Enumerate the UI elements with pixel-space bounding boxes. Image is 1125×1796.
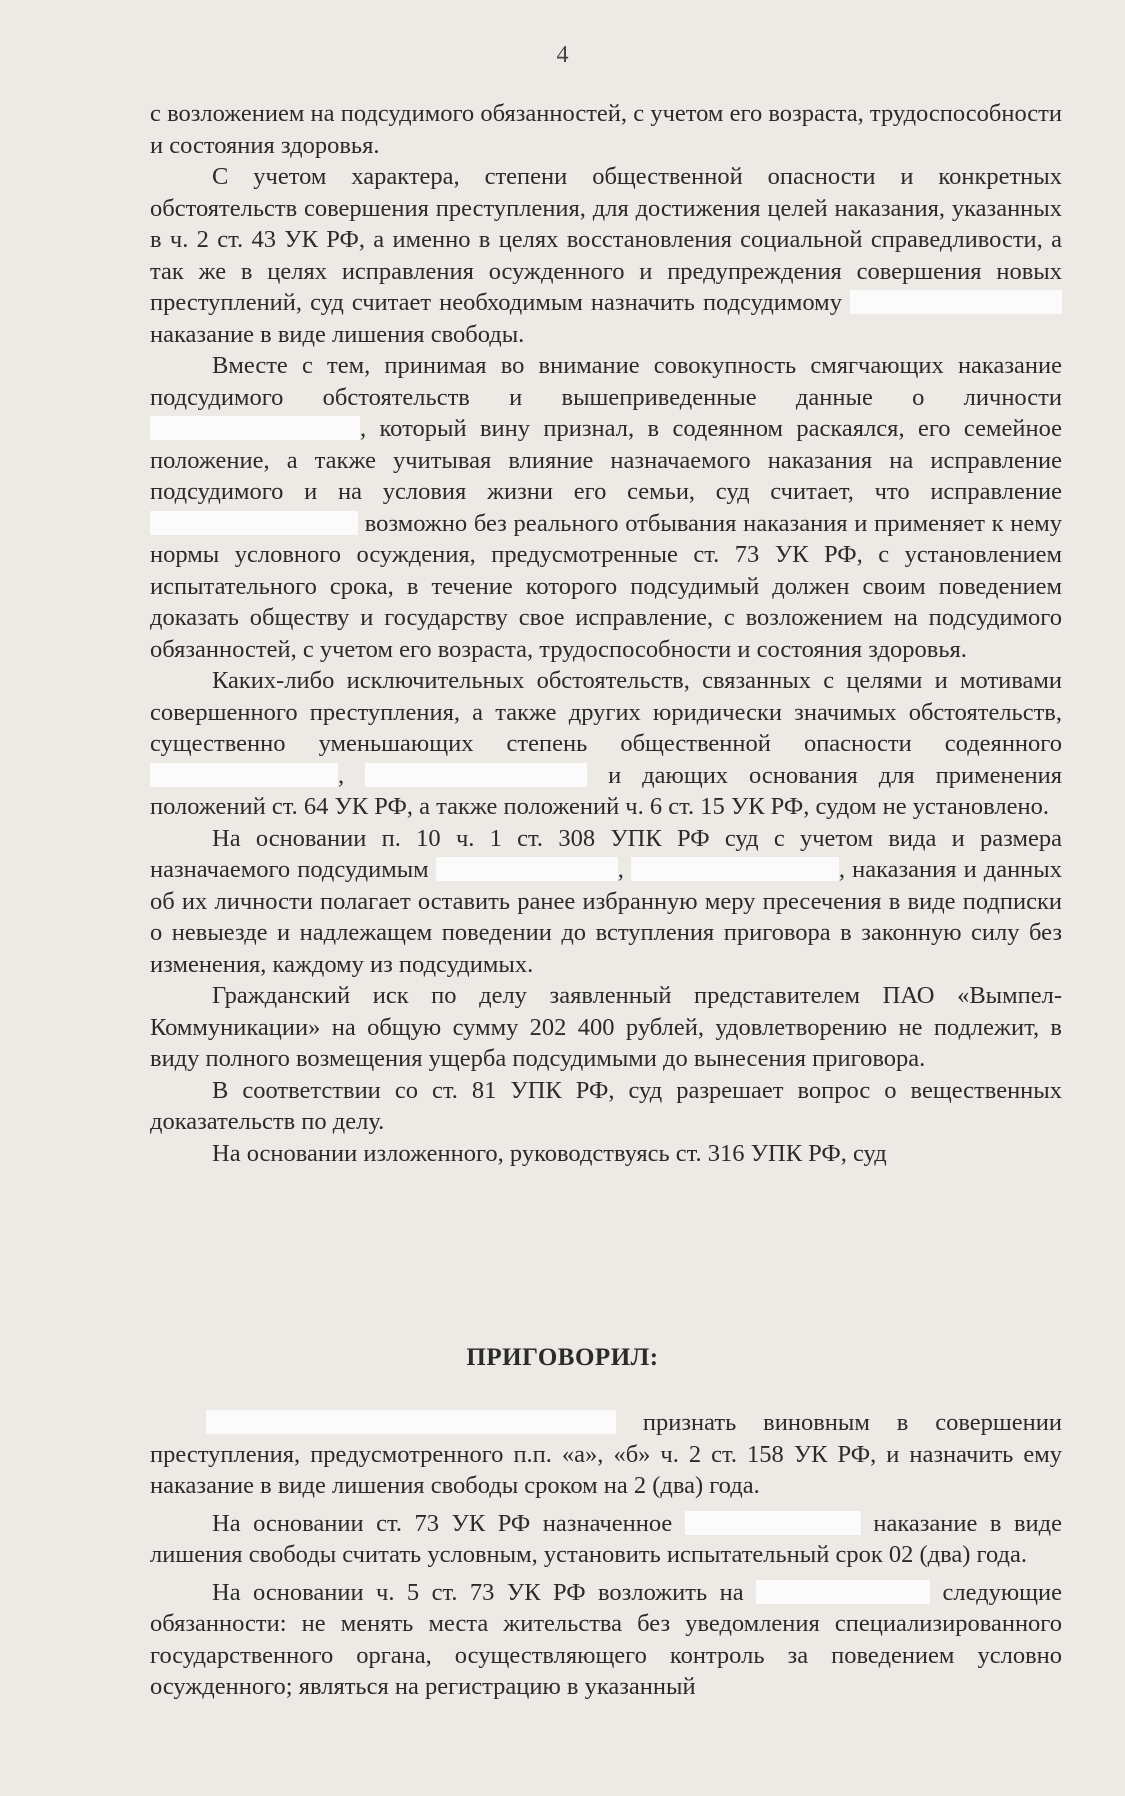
paragraph-text: С учетом характера, степени общественной опасности и конкретных обстоятельств совершения преступления, для достижения целей наказания, указанных в ч. 2 ст. 43 УК РФ, а именно в целях восстановления социальной справедливости, а так же в целях исправления осужденного и предупреждения совершения новых преступлений, суд считает необходимым назначить подсудимому xyxy=(150,163,1062,316)
redacted-name xyxy=(365,763,587,787)
paragraph xyxy=(150,1508,1062,1571)
verdict-heading: ПРИГОВОРИЛ: xyxy=(466,1344,659,1371)
paragraph-text: , xyxy=(617,856,631,883)
paragraph-text: возможно без реального отбывания наказания и применяет к нему нормы условного осуждения, предусмотренные ст. 73 УК РФ, с установлением испытательного срока, в течение которого подсудимый должен своим поведением доказать обществу и государству свое исправление, с возложением на подсудимого обязанностей, с учетом его возраста, трудоспособности и состояния здоровья. xyxy=(150,509,1062,663)
redacted-name xyxy=(756,1580,930,1604)
redacted-name xyxy=(850,290,1062,314)
paragraph-text: Вместе с тем, принимая во внимание совокупность смягчающих наказание подсудимого обстоятельств и вышеприведенные данные о личности xyxy=(150,352,1062,411)
paragraph-text: Гражданский иск по делу заявленный представителем ПАО «Вымпел-Коммуникации» на общую сумму 202 400 рублей, удовлетворению не подлежит, в виду полного возмещения ущерба подсудимыми до вынесения приговора. xyxy=(150,982,1062,1072)
paragraph-text: наказание в виде лишения свободы. xyxy=(150,320,525,348)
paragraph xyxy=(150,1577,1062,1703)
paragraph-text: На основании ст. 73 УК РФ назначенное xyxy=(212,1509,685,1537)
paragraph xyxy=(150,1138,1062,1170)
redacted-name xyxy=(150,416,360,440)
page-number: 4 xyxy=(556,42,569,68)
redacted-name xyxy=(206,1410,616,1434)
paragraph-text: На основании изложенного, руководствуясь ст. 316 УПК РФ, суд xyxy=(212,1139,887,1167)
paragraph-text: , xyxy=(338,761,366,789)
paragraph-text: признать виновным в совершении преступления, предусмотренного п.п. «а», «б» ч. 2 ст. 158 УК РФ, и назначить ему наказание в виде лишения свободы сроком на 2 (два) года. xyxy=(150,1409,1062,1499)
paragraph xyxy=(150,665,1062,823)
paragraph xyxy=(150,161,1062,350)
paragraph-text: с возложением на подсудимого обязанностей, с учетом его возраста, трудоспособности и состояния здоровья. xyxy=(150,100,1062,159)
paragraph-text: Каких-либо исключительных обстоятельств, связанных с целями и мотивами совершенного преступления, а также других юридически значимых обстоятельств, существенно уменьшающих степень общественной опасности содеянного xyxy=(150,667,1062,757)
paragraph-text: , наказания и данных об их личности полагает оставить ранее избранную меру пресечения в виде подписки о невыезде и надлежащем поведении до вступления приговора в законную силу без изменения, каждому из подсудимых. xyxy=(150,856,1063,978)
paragraph xyxy=(150,1075,1062,1138)
paragraph-text: наказание в виде лишения свободы считать условным, установить испытательный срок 02 (два) года. xyxy=(150,1509,1062,1568)
paragraph xyxy=(150,98,1062,161)
paragraph xyxy=(150,350,1062,665)
paragraph-text: , который вину признал, в содеянном раскаялся, его семейное положение, а также учитывая влияние назначаемого наказания на исправление подсудимого и на условия жизни его семьи, суд считает, что исправление xyxy=(150,415,1062,505)
redacted-name xyxy=(631,857,839,881)
paragraph-text: В соответствии со ст. 81 УПК РФ, суд разрешает вопрос о вещественных доказательств по делу. xyxy=(150,1076,1062,1135)
redacted-name xyxy=(436,857,618,881)
paragraph xyxy=(150,823,1062,981)
body-text xyxy=(150,98,1062,1169)
paragraph xyxy=(150,1407,1062,1502)
paragraph-text: следующие обязанности: не менять места жительства без уведомления специализированного государственного органа, осуществляющего контроль за поведением условно осужденного; являться на регистрацию в указанный xyxy=(150,1578,1062,1700)
verdict-text xyxy=(150,1407,1062,1709)
paragraph xyxy=(150,980,1062,1075)
paragraph-text: На основании п. 10 ч. 1 ст. 308 УПК РФ суд с учетом вида и размера назначаемого подсудимым xyxy=(150,824,1062,883)
paragraph-text: На основании ч. 5 ст. 73 УК РФ возложить на xyxy=(212,1578,757,1606)
redacted-name xyxy=(685,1511,861,1535)
redacted-name xyxy=(150,763,338,787)
paragraph-text: и дающих основания для применения положений ст. 64 УК РФ, а также положений ч. 6 ст. 15 УК РФ, судом не установлено. xyxy=(150,761,1062,820)
redacted-name xyxy=(150,511,358,535)
